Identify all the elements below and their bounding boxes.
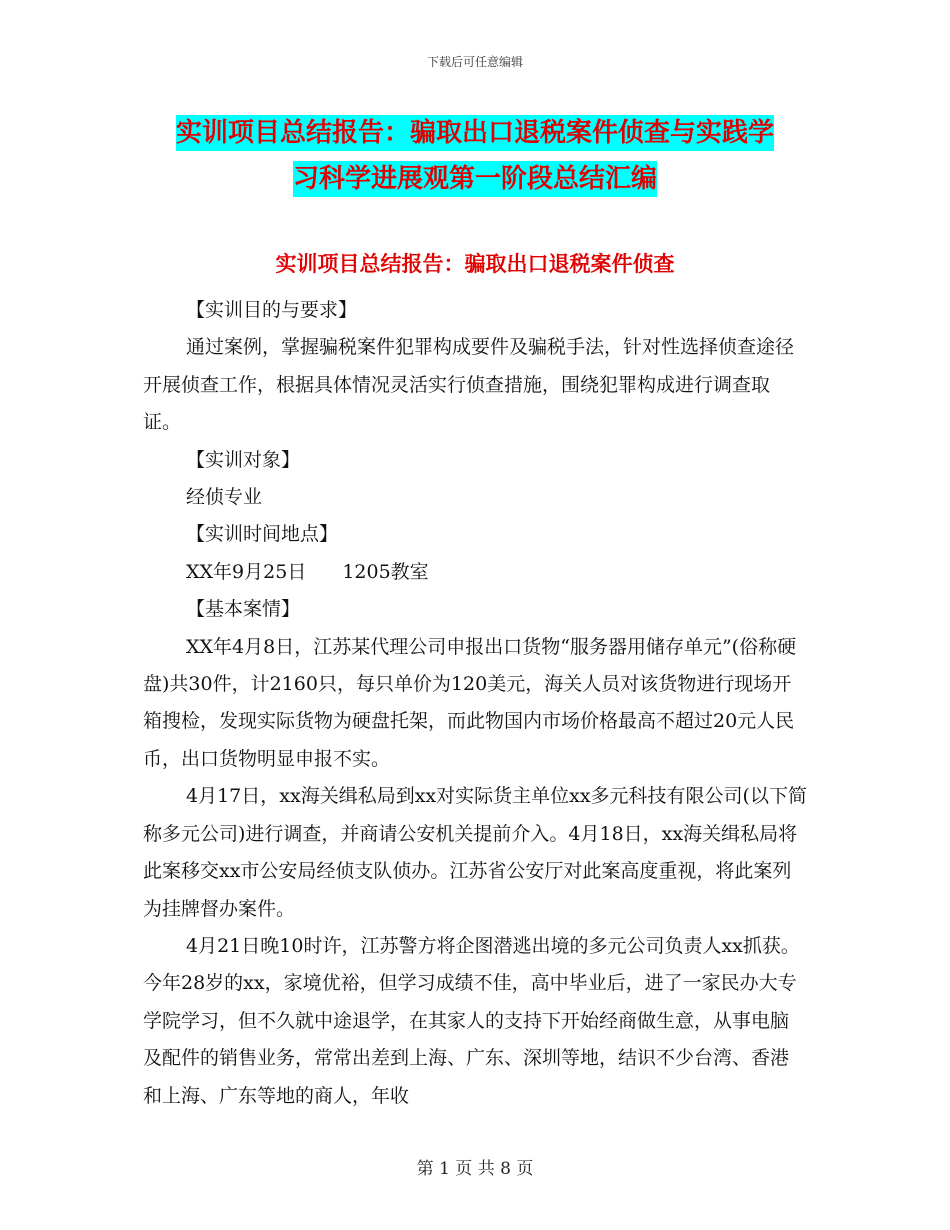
section-title: 实训项目总结报告：骗取出口退税案件侦查 (275, 252, 675, 276)
main-title-line-2: 习科学进展观第一阶段总结汇编 (293, 161, 657, 197)
heading-time-place: 【实训时间地点】 (186, 523, 339, 546)
paragraph-case-1: XX年4月8日，江苏某代理公司申报出口货物“服务器用储存单元”(俗称硬盘)共30件，计2160只，每只单价为120美元，海关人员对该货物进行现场开箱搜检，发现实际货物为硬盘托架，而此物国内市场价格最高不超过20元人民币，出口货物明显申报不实。 (143, 635, 797, 770)
heading-case: 【基本案情】 (186, 598, 301, 621)
time-date: XX年9月25日 (186, 560, 307, 583)
paragraph-target: 经侦专业 (186, 486, 263, 509)
time-place: 1205教室 (342, 560, 429, 583)
heading-target: 【实训对象】 (186, 448, 301, 471)
paragraph-time-place (143, 554, 807, 591)
document-main-title (0, 112, 950, 204)
paragraph-purpose: 通过案例，掌握骗税案件犯罪构成要件及骗税手法，针对性选择侦查途径开展侦查工作，根据具体情况灵活实行侦查措施，围绕犯罪构成进行调查取证。 (143, 336, 795, 434)
paragraph-case-3: 4月21日晚10时许，江苏警方将企图潜逃出境的多元公司负责人xx抓获。今年28岁的xx，家境优裕，但学习成绩不佳，高中毕业后，进了一家民办大专学院学习，但不久就中途退学，在其家人的支持下开始经商做生意，从事电脑及配件的销售业务，常常出差到上海、广东、深圳等地，结识不少台湾、香港和上海、广东等地的商人，年收 (143, 934, 800, 1107)
main-title-line-1: 实训项目总结报告：骗取出口退税案件侦查与实践学 (176, 115, 774, 151)
document-body (143, 292, 807, 1115)
heading-purpose: 【实训目的与要求】 (186, 299, 358, 321)
paragraph-case-2: 4月17日，xx海关缉私局到xx对实际货主单位xx多元科技有限公司(以下简称多元公司)进行调查，并商请公安机关提前介入。4月18日，xx海关缉私局将此案移交xx市公安局经侦支队侦办。江苏省公安厅对此案高度重视，将此案列为挂牌督办案件。 (143, 785, 807, 920)
page-footer: 第 1 页 共 8 页 (416, 1159, 534, 1179)
page-header-note: 下载后可任意编辑 (426, 55, 523, 69)
